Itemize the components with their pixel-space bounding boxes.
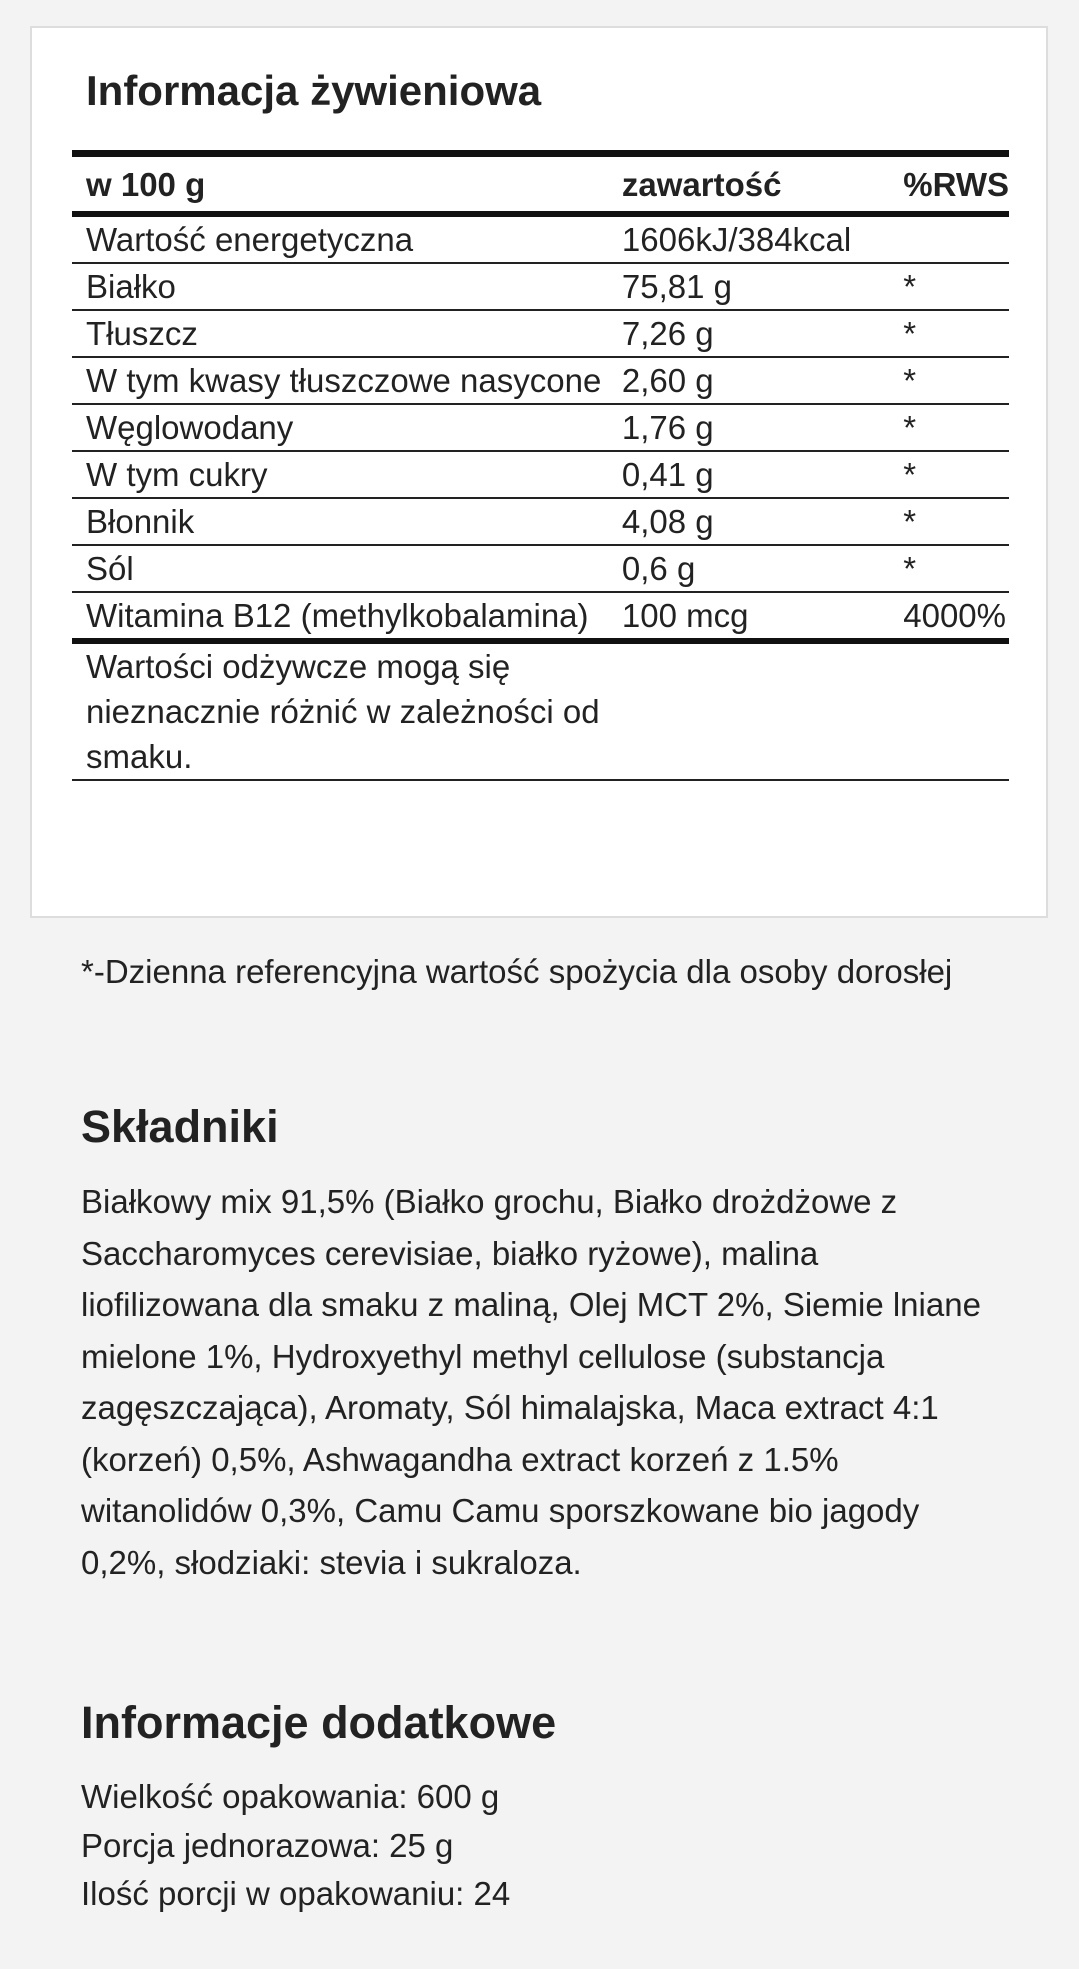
table-row bbox=[72, 592, 1009, 641]
nutrient-name: Węglowodany bbox=[86, 409, 294, 446]
nutrient-name: Białko bbox=[86, 268, 176, 305]
nutrition-header-row bbox=[72, 154, 1009, 215]
additional-info-title: Informacje dodatkowe bbox=[81, 1697, 557, 1748]
ingredients-text: Białkowy mix 91,5% (Białko grochu, Białko drożdżowe z Saccharomyces cerevisiae, białko ryżowe), malina liofilizowana dla smaku z maliną, Olej MCT 2%, Siemie lniane mielone 1%, Hydroxyethyl methyl cellulose (substancja zagęszczająca), Aromaty, Sól himalajska, Maca extract 4:1 (korzeń) 0,5%, Ashwagandha extract korzeń z 1.5% witanolidów 0,3%, Camu Camu sporszkowane bio jagody 0,2%, słodziaki: stevia i sukraloza. bbox=[81, 1183, 981, 1581]
nutrient-value: 0,41 g bbox=[621, 456, 714, 493]
list-item: Wielkość opakowania: 600 g bbox=[81, 1778, 500, 1815]
table-row bbox=[72, 545, 1009, 592]
nutrient-rws: * bbox=[903, 409, 917, 446]
nutrient-value: 75,81 g bbox=[621, 268, 733, 305]
nutrient-rws: 4000% bbox=[903, 597, 1007, 634]
additional-info-list bbox=[81, 1773, 510, 1919]
nutrient-value: 0,6 g bbox=[621, 550, 696, 587]
header-content: zawartość bbox=[621, 165, 782, 203]
nutrient-rws: * bbox=[903, 362, 917, 399]
nutrient-value: 100 mcg bbox=[621, 597, 749, 634]
nutrient-rws: * bbox=[903, 315, 917, 352]
header-rws: %RWS bbox=[903, 165, 1009, 203]
note-empty-cell bbox=[889, 641, 1009, 780]
nutrient-name: Tłuszcz bbox=[86, 315, 198, 352]
nutrient-value: 1606kJ/384kcal bbox=[621, 221, 852, 258]
nutrient-rws bbox=[889, 214, 1009, 263]
table-row bbox=[72, 498, 1009, 545]
list-item: Porcja jednorazowa: 25 g bbox=[81, 1826, 454, 1864]
header-per: w 100 g bbox=[86, 165, 206, 203]
nutrient-name: Błonnik bbox=[86, 503, 195, 540]
list-item: Ilość porcji w opakowaniu: 24 bbox=[81, 1875, 511, 1912]
rws-footnote: *-Dzienna referencyjna wartość spożycia dla osoby dorosłej bbox=[81, 953, 953, 990]
table-row bbox=[72, 404, 1009, 451]
nutrition-table bbox=[72, 150, 1009, 781]
table-row bbox=[72, 451, 1009, 498]
nutrient-name: Witamina B12 (methylkobalamina) bbox=[86, 597, 589, 634]
nutrition-note: Wartości odżywcze mogą się nieznacznie różnić w zależności od smaku. bbox=[86, 648, 600, 775]
nutrient-value: 1,76 g bbox=[621, 409, 714, 446]
nutrition-card bbox=[30, 26, 1048, 918]
table-row bbox=[72, 310, 1009, 357]
table-row bbox=[72, 263, 1009, 310]
nutrient-name: Sól bbox=[86, 550, 134, 587]
nutrient-name: W tym kwasy tłuszczowe nasycone bbox=[86, 362, 602, 399]
nutrient-rws: * bbox=[903, 456, 917, 493]
nutrient-rws: * bbox=[903, 268, 917, 305]
nutrient-name: Wartość energetyczna bbox=[86, 221, 414, 258]
nutrient-value: 7,26 g bbox=[621, 315, 714, 352]
table-note-row bbox=[72, 641, 1009, 780]
ingredients-title: Składniki bbox=[81, 1101, 279, 1152]
nutrient-value: 4,08 g bbox=[621, 503, 714, 540]
table-row bbox=[72, 357, 1009, 404]
table-row bbox=[72, 214, 1009, 263]
nutrient-name: W tym cukry bbox=[86, 456, 268, 493]
nutrition-title: Informacja żywieniowa bbox=[86, 67, 542, 114]
nutrient-rws: * bbox=[903, 503, 917, 540]
note-empty-cell bbox=[608, 641, 889, 780]
nutrient-rws: * bbox=[903, 550, 917, 587]
nutrient-value: 2,60 g bbox=[621, 362, 714, 399]
